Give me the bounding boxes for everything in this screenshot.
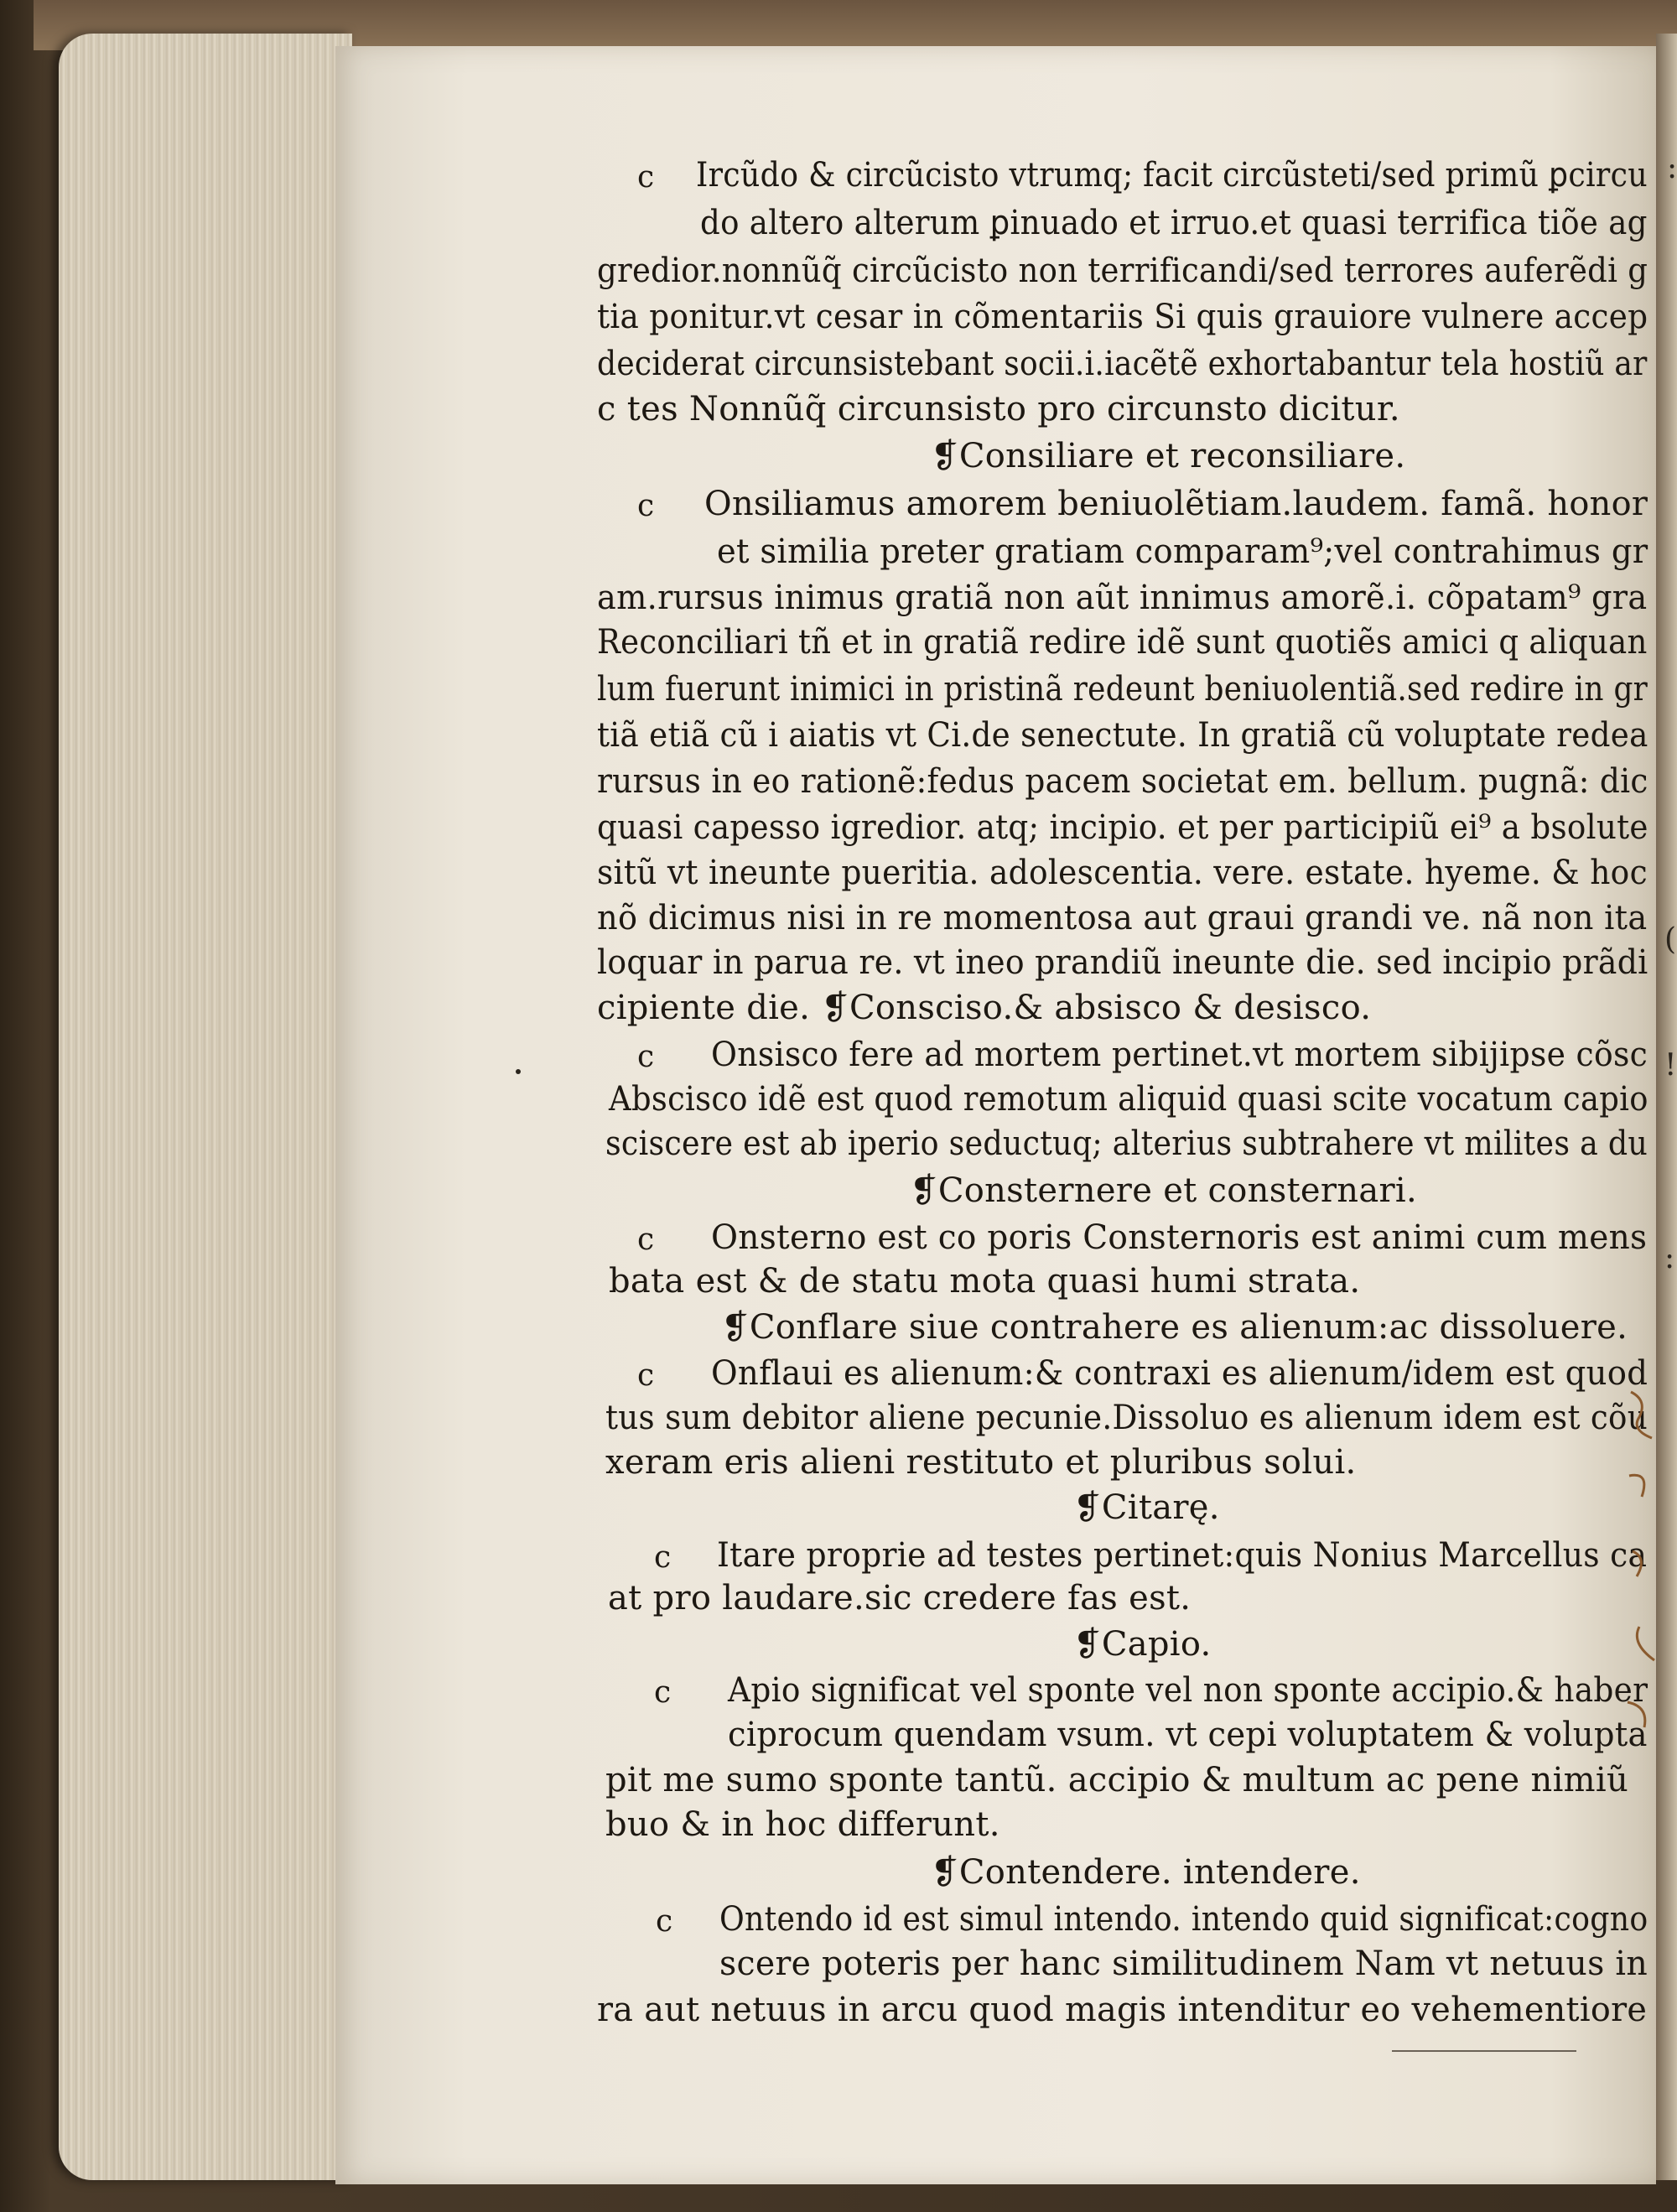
text-line: nõ dicimus nisi in re momentosa aut graui grandi ve. nã non ita bbox=[597, 899, 1648, 937]
text-line: Abscisco idẽ est quod remotum aliquid quasi scite vocatum capio bbox=[609, 1080, 1648, 1119]
marginal-ink-strokes bbox=[1622, 1375, 1673, 1744]
text-line: Itare proprie ad testes pertinet:quis Nonius Marcellus ca bbox=[717, 1536, 1648, 1575]
section-heading: ❡Consiliare et reconsiliare. bbox=[931, 437, 1406, 475]
text-line: Ontendo id est simul intendo. intendo quid significat:cogno bbox=[719, 1900, 1648, 1939]
paragraph-marker: c bbox=[656, 1904, 673, 1939]
paragraph-marker: c bbox=[654, 1675, 672, 1710]
text-line: am.rursus inimus gratiã non aũt innimus amorẽ.i. cõpatam⁹ gra bbox=[597, 579, 1648, 617]
paragraph-marker: c bbox=[637, 1358, 655, 1393]
ink-speck bbox=[516, 1069, 521, 1074]
text-line: ra aut netuus in arcu quod magis intenditur eo vehementiore bbox=[597, 1991, 1648, 2029]
paragraph-marker: c bbox=[654, 1540, 672, 1575]
text-line: Onsisco fere ad mortem pertinet.vt mortem sibijipse cõsc bbox=[711, 1036, 1648, 1074]
text-line: pit me sumo sponte tantũ. accipio & multum ac pene nimiũ bbox=[605, 1761, 1629, 1799]
facing-page-edge bbox=[1656, 34, 1677, 2180]
facing-page-fragment: ( bbox=[1664, 922, 1677, 957]
text-line: tus sum debitor aliene pecunie.Dissoluo es alienum idem est cõu bbox=[605, 1399, 1648, 1437]
facing-page-fragment: : bbox=[1667, 151, 1677, 185]
text-line: buo & in hoc differunt. bbox=[605, 1805, 1000, 1844]
text-line: c tes Nonnũq̃ circunsisto pro circunsto dicitur. bbox=[597, 390, 1400, 428]
text-line: Apio significat vel sponte vel non sponte accipio.& haber bbox=[728, 1671, 1648, 1710]
text-line: ciprocum quendam vsum. vt cepi voluptatem & volupta bbox=[728, 1716, 1648, 1754]
section-heading: ❡Conflare siue contrahere es alienum:ac dissoluere. bbox=[721, 1308, 1628, 1347]
text-line: cipiente die. ❡Consciso.& absisco & desisco. bbox=[597, 989, 1372, 1027]
footer-rule bbox=[1392, 2050, 1576, 2052]
text-line: Ircũdo & circũcisto vtrumq; facit circũsteti/sed primũ ꝑcircu bbox=[696, 156, 1648, 195]
section-heading: ❡Capio. bbox=[1073, 1625, 1212, 1664]
text-line: quasi capesso igredior. atq; incipio. et per participiũ ei⁹ a bsolute bbox=[597, 808, 1648, 847]
paragraph-marker: c bbox=[637, 489, 655, 523]
text-line: loquar in parua re. vt ineo prandiũ ineunte die. sed incipio prãdi bbox=[597, 943, 1648, 982]
paragraph-marker: c bbox=[637, 1223, 655, 1257]
text-line: scere poteris per hanc similitudinem Nam vt netuus in bbox=[719, 1945, 1648, 1983]
paragraph-marker: c bbox=[637, 160, 655, 195]
section-heading: ❡Citarę. bbox=[1073, 1488, 1220, 1527]
page-fore-edge-stack bbox=[59, 34, 352, 2180]
text-line: sitũ vt ineunte pueritia. adolescentia. vere. estate. hyeme. & hoc bbox=[597, 854, 1648, 892]
text-line: Onsiliamus amorem beniuolẽtiam.laudem. famã. honor bbox=[704, 485, 1648, 523]
text-line: Reconciliari tñ et in gratiã redire idẽ sunt quotiẽs amici q aliquan bbox=[597, 623, 1648, 662]
text-line: at pro laudare.sic credere fas est. bbox=[608, 1579, 1192, 1617]
text-line: do altero alterum ꝑinuado et irruo.et quasi terrifica tiõe ag bbox=[700, 204, 1648, 242]
facing-page-fragment: ! bbox=[1664, 1048, 1677, 1083]
section-heading: ❡Consternere et consternari. bbox=[910, 1171, 1418, 1210]
text-line: lum fuerunt inimici in pristinã redeunt beniuolentiã.sed redire in gr bbox=[597, 670, 1648, 709]
facing-page-fragment: : bbox=[1664, 1241, 1675, 1275]
text-line: tiã etiã cũ i aiatis vt Ci.de senectute. In gratiã cũ voluptate redea bbox=[597, 716, 1648, 755]
text-line: et similia preter gratiam comparam⁹;vel contrahimus gr bbox=[717, 532, 1648, 571]
text-line: Onflaui es alienum:& contraxi es alienum/idem est quod bbox=[711, 1354, 1648, 1393]
text-line: gredior.nonnũq̃ circũcisto non terrificandi/sed terrores auferẽdi g bbox=[597, 252, 1648, 290]
text-line: deciderat circunsistebant socii.i.iacẽtẽ exhortabantur tela hostiũ ar bbox=[597, 345, 1648, 383]
text-line: tia ponitur.vt cesar in cõmentariis Si quis grauiore vulnere accep bbox=[597, 298, 1648, 336]
text-line: Onsterno est co poris Consternoris est animi cum mens bbox=[711, 1218, 1648, 1257]
section-heading: ❡Contendere. intendere. bbox=[931, 1853, 1361, 1892]
text-line: bata est & de statu mota quasi humi strata. bbox=[609, 1262, 1361, 1301]
text-line: rursus in eo rationẽ:fedus pacem societat em. bellum. pugnã: dic bbox=[597, 762, 1648, 801]
paragraph-marker: c bbox=[637, 1040, 655, 1074]
text-line: sciscere est ab iperio seductuq; alterius subtrahere vt milites a du bbox=[605, 1124, 1648, 1163]
text-line: xeram eris alieni restituto et pluribus solui. bbox=[605, 1443, 1357, 1482]
